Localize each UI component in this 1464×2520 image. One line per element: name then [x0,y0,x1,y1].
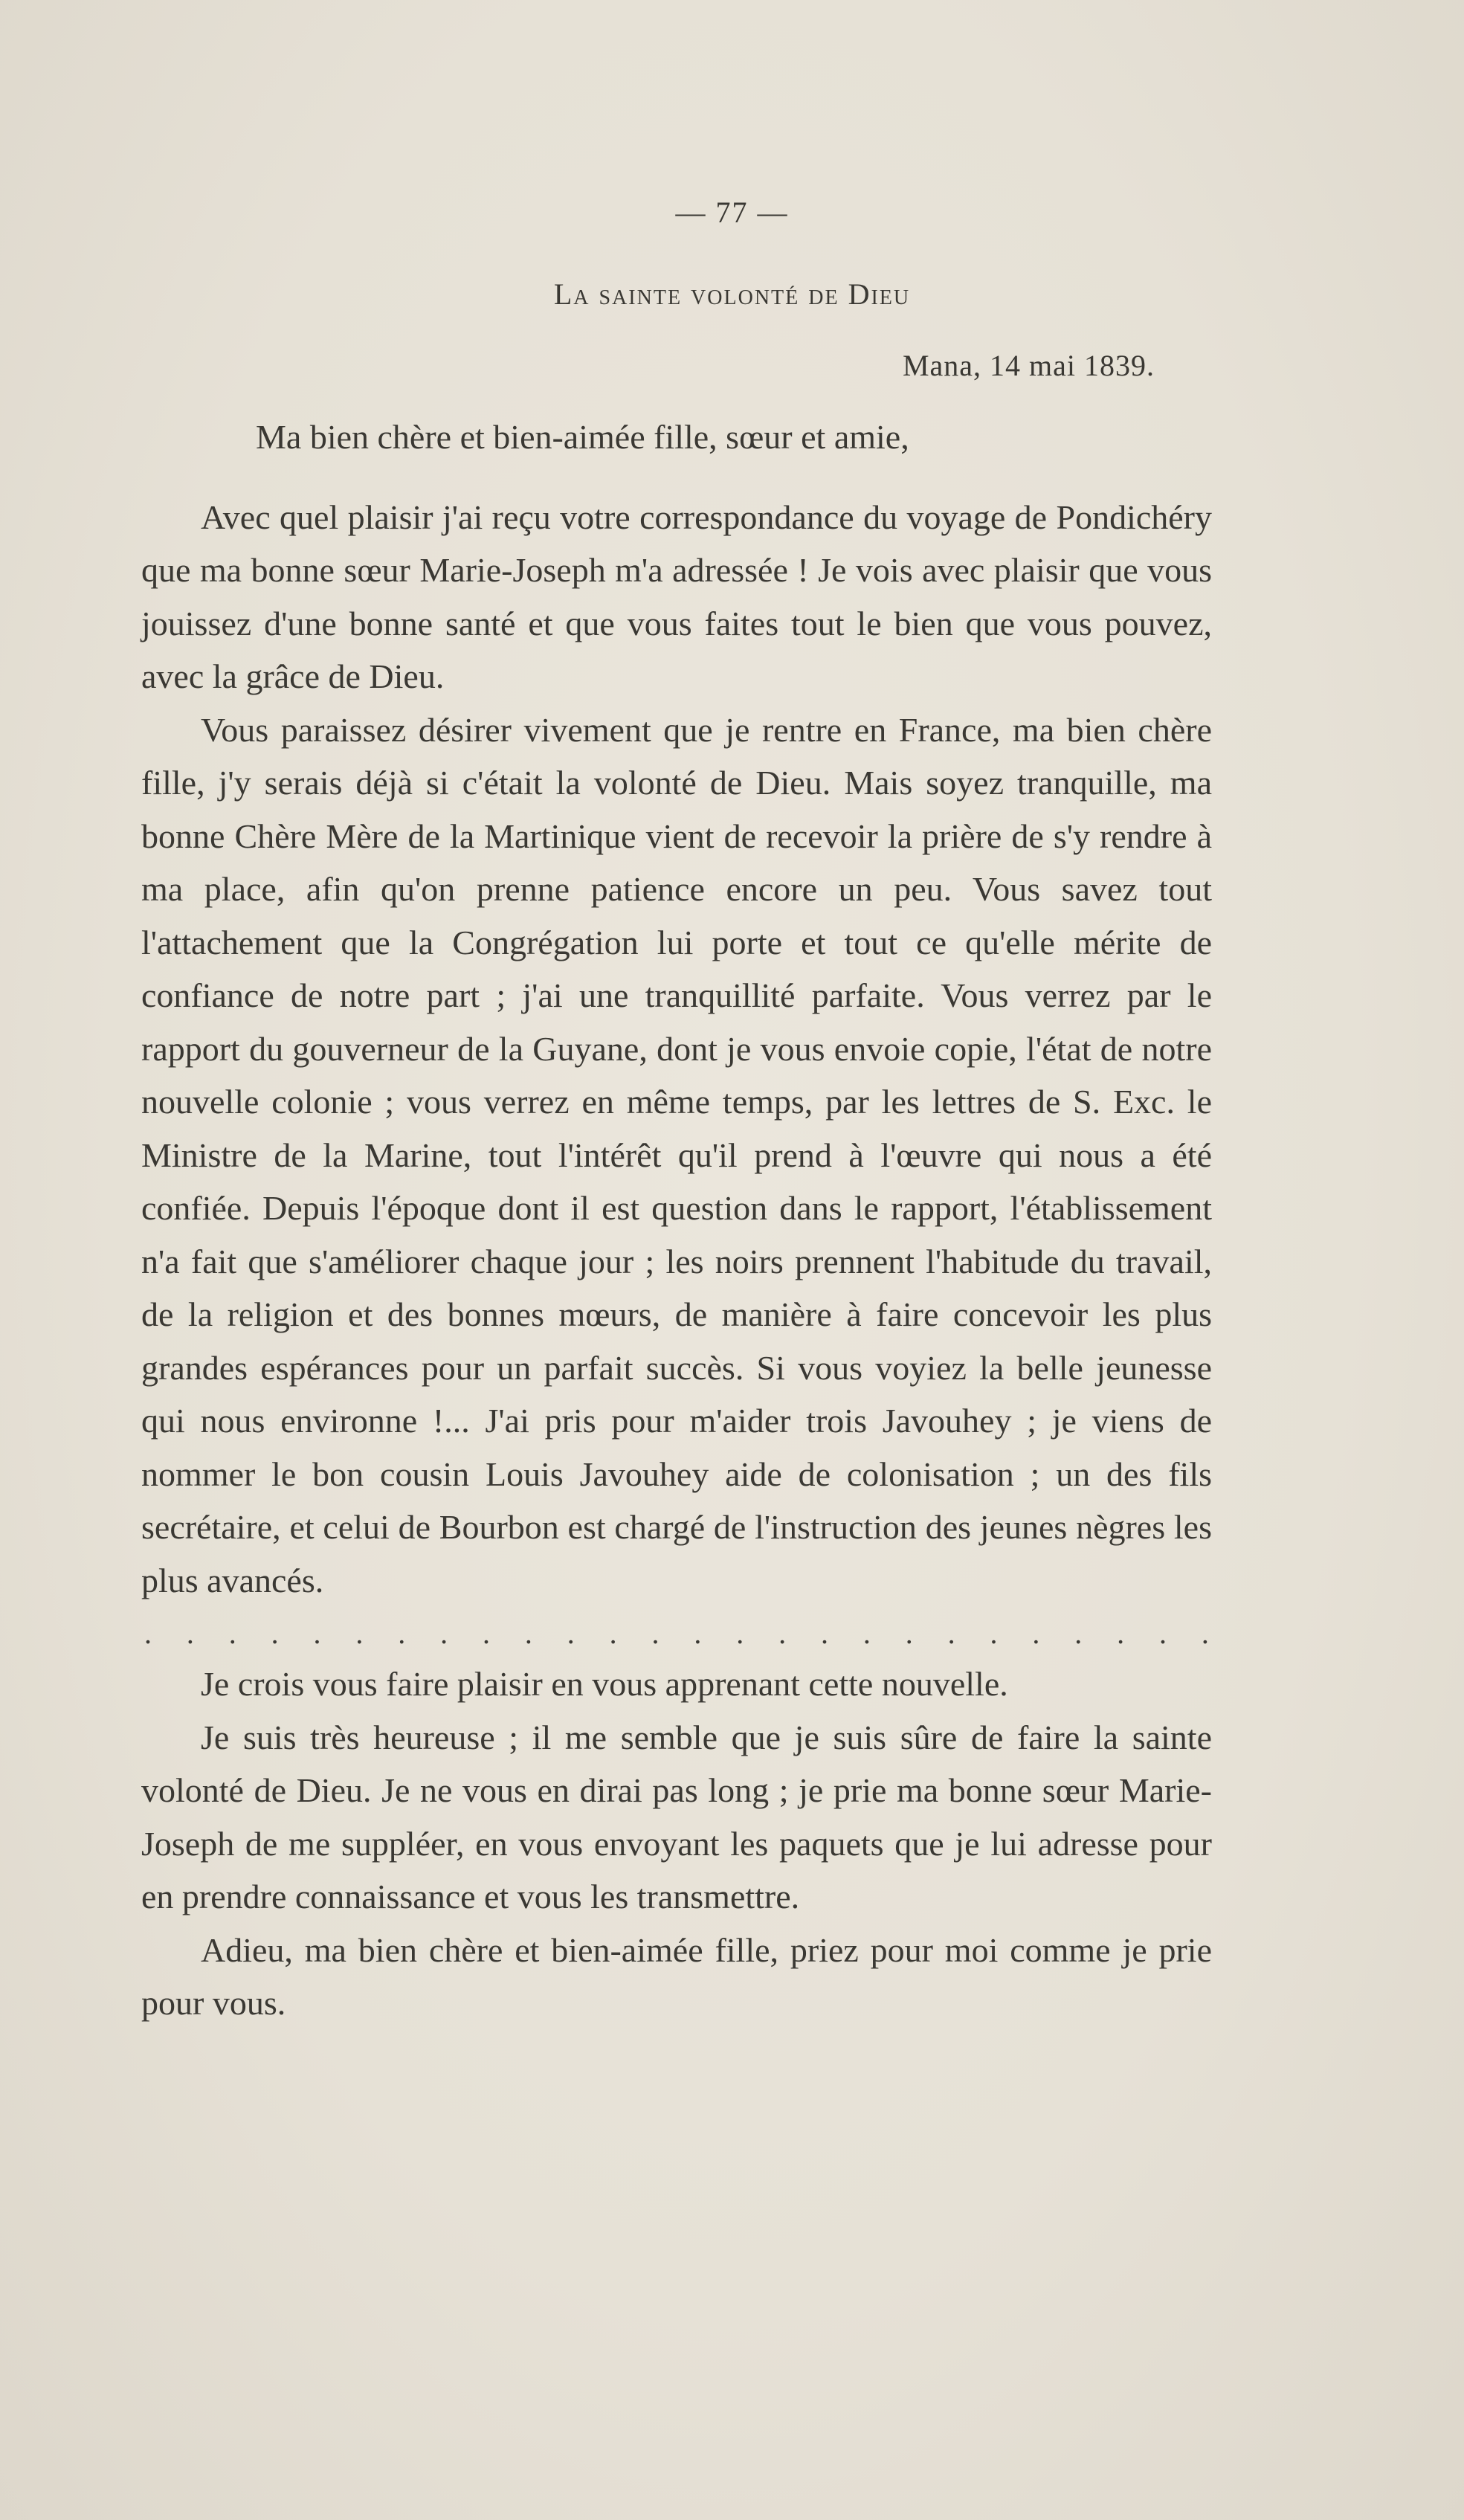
paragraph: Vous paraissez désirer vivement que je rentre en France, ma bien chère fille, j'y serais déjà si c'était la volonté de Dieu. Mais soyez tranquille, ma bonne Chère Mère de la Martinique vient de recevoir la prière de s'y rendre à ma place, afin qu'on prenne patience encore un peu. Vous savez tout l'attachement que la Congrégation lui porte et tout ce qu'elle mérite de confiance de notre part ; j'ai une tranquillité parfaite. Vous verrez par le rapport du gouverneur de la Guyane, dont je vous envoie copie, l'état de notre nouvelle colonie ; vous verrez en même temps, par les lettres de S. Exc. le Ministre de la Marine, tout l'intérêt qu'il prend à l'œuvre qui nous a été confiée. Depuis l'époque dont il est question dans le rapport, l'établissement n'a fait que s'améliorer chaque jour ; les noirs prennent l'habitude du travail, de la religion et des bonnes mœurs, de manière à faire concevoir les plus grandes espérances pour un parfait succès. Si vous voyiez la belle jeunesse qui nous environne !... J'ai pris pour m'aider trois Javouhey ; je viens de nommer le bon cousin Louis Javouhey aide de colonisation ; un des fils secrétaire, et celui de Bourbon est chargé de l'instruction des jeunes nègres les plus avancés. [141,710,1212,1599]
paragraph: Je crois vous faire plaisir en vous apprenant cette nouvelle. [201,1665,1008,1703]
separator-dot: . [862,1617,871,1650]
separator-dot: . [1201,1617,1209,1650]
separator-dot: . [905,1617,913,1650]
separator-dot: . [1074,1617,1083,1650]
ellipsis-separator [141,1611,1212,1656]
letter-dateline: Mana, 14 mai 1839. [902,349,1155,382]
separator-dot: . [651,1617,660,1650]
page-number: — 77 — [675,196,789,229]
separator-dot: . [398,1617,406,1650]
separator-dot: . [228,1617,236,1650]
separator-dot: . [524,1617,532,1650]
separator-dot: . [1032,1617,1040,1650]
separator-dot: . [609,1617,617,1650]
paragraph: Adieu, ma bien chère et bien-aimée fille, priez pour moi comme je prie pour vous. [141,1930,1212,2022]
separator-dot: . [567,1617,575,1650]
separator-dot: . [1117,1617,1125,1650]
separator-dot: . [736,1617,744,1650]
letter-greeting: Ma bien chère et bien-aimée fille, sœur et amie, [256,418,909,456]
separator-dot: . [483,1617,490,1650]
separator-dot: . [990,1617,998,1650]
separator-dot: . [694,1617,702,1650]
letter-body [141,410,1212,2030]
separator-dot: . [821,1617,828,1650]
separator-dot: . [186,1617,194,1650]
separator-dot: . [144,1617,152,1650]
paragraph: Je suis très heureuse ; il me semble que je suis sûre de faire la sainte volonté de Dieu. Je ne vous en dirai pas long ; je prie ma bonne sœur Marie-Joseph de me suppléer, en vous envoyant les paquets que je lui adresse pour en prendre connaissance et vous les transmettre. [141,1718,1212,1915]
separator-dot: . [271,1617,279,1650]
separator-dot: . [778,1617,787,1650]
paragraph: Avec quel plaisir j'ai reçu votre correspondance du voyage de Pondichéry que ma bonne sœur Marie-Joseph m'a adressée ! Je vois avec plaisir que vous jouissez d'une bonne santé et que vous faites tout le bien que vous pouvez, avec la grâce de Dieu. [141,497,1212,695]
separator-dot: . [440,1617,448,1650]
separator-dot: . [1159,1617,1167,1650]
separator-dot: . [355,1617,364,1650]
letter-heading: La sainte volonté de Dieu [553,277,911,311]
separator-dot: . [947,1617,955,1650]
separator-dot: . [313,1617,321,1650]
